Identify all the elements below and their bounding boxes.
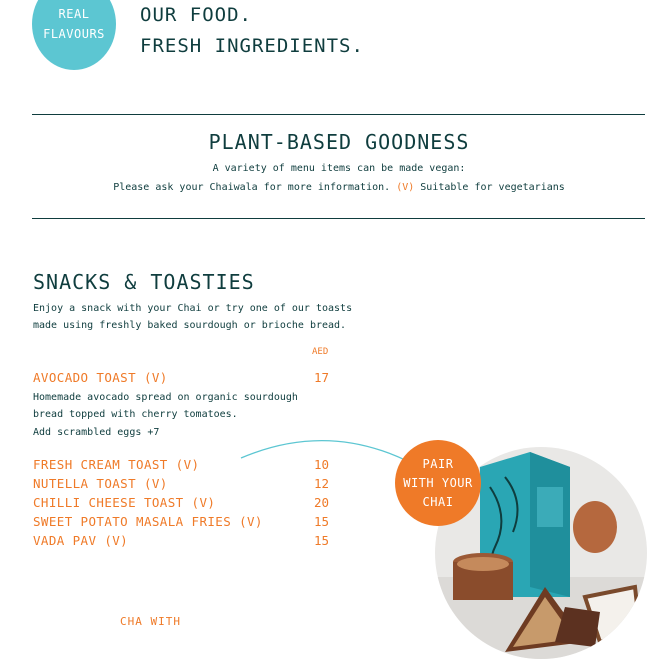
pair-line-2: WITH YOUR [403,475,473,490]
snacks-desc-line-1: Enjoy a snack with your Chai or try one of our toasts [33,303,353,314]
menu-item-price: 20 [314,495,330,510]
menu-item-price: 10 [314,457,330,472]
menu-item-price: 17 [314,370,330,385]
menu-item-name: VADA PAV (V) [33,533,129,548]
veg-marker: (V) [396,182,415,193]
menu-item-name: CHILLI CHEESE TOAST (V) [33,495,216,510]
menu-item-name: NUTELLA TOAST (V) [33,476,168,491]
menu-item-price: 12 [314,476,330,491]
hero-line-2: FRESH INGREDIENTS. [140,35,364,57]
snacks-desc-line-2: made using freshly baked sourdough or brioche bread. [33,320,347,331]
plant-info-text: Please ask your Chaiwala for more information. [113,182,391,193]
menu-item-name: AVOCADO TOAST (V) [33,370,168,385]
menu-item-desc-line: Add scrambled eggs +7 [33,427,160,438]
pair-line-3: CHAI [422,494,454,509]
menu-item-desc-line: Homemade avocado spread on organic sourdough [33,392,298,403]
menu-item-price: 15 [314,514,330,529]
menu-item-desc-line: bread topped with cherry tomatoes. [33,409,238,420]
badge-line-2: FLAVOURS [43,27,105,41]
currency-label: AED [312,347,329,357]
plant-based-line-1: A variety of menu items can be made vegan: [212,163,466,174]
pair-line-1: PAIR [422,456,454,471]
menu-item-price: 15 [314,533,330,548]
pair-with-your-chai-badge [395,440,481,526]
plant-based-title: PLANT-BASED GOODNESS [208,130,470,154]
veg-legend-text: Suitable for vegetarians [420,182,565,193]
badge-line-1: REAL [58,7,90,21]
snacks-title: SNACKS & TOASTIES [33,270,255,294]
hero-line-1: OUR FOOD. [140,4,252,26]
menu-item-name: FRESH CREAM TOAST (V) [33,457,200,472]
next-section-heading: CHA WITH [120,615,181,628]
menu-item-name: SWEET POTATO MASALA FRIES (V) [33,514,263,529]
